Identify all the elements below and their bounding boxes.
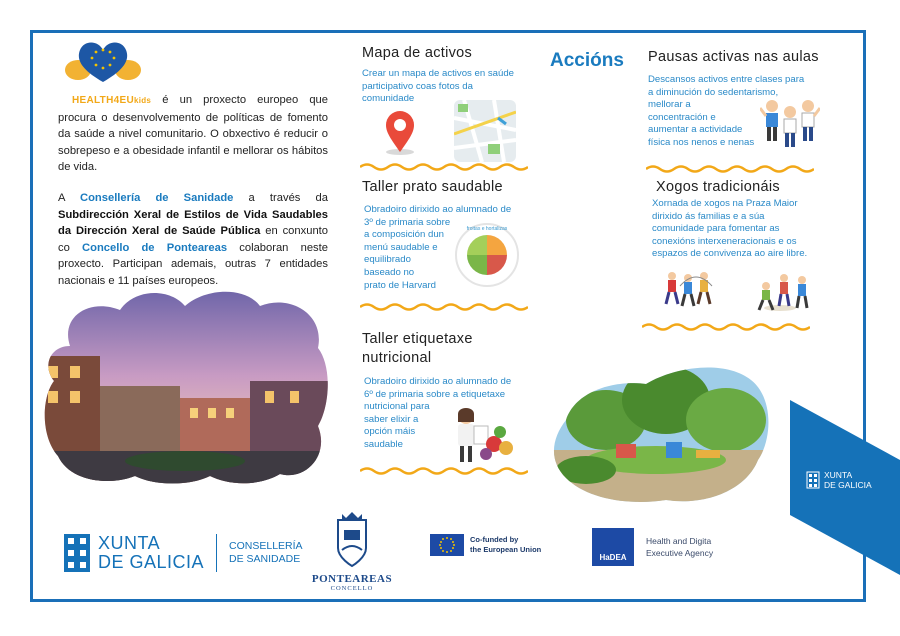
xunta-line2: DE GALICIA	[98, 552, 205, 572]
xunta-shield-icon	[64, 534, 90, 572]
xunta-consellaria-logo	[64, 534, 303, 572]
section-text-prato: Obradoiro dirixido ao alumnado de 3º de primaria sobre a composición dun menú saudable e equilibrado baseado no prato de Harvard	[364, 204, 512, 291]
town-square-photo	[40, 286, 330, 486]
eu-line2: the European Union	[470, 545, 542, 554]
eu-line1: Co-funded by	[470, 535, 519, 544]
intro-paragraph-2: A Consellería de Sanidade a través da Subdirección Xeral de Estilos de Vida Saudables da Dirección Xeral de Saúde Pública en conxunto co Concello de Ponteareas colaboran neste proxecto. Participan ademais, outras 7 entidades nacionais e 11 países europeos.	[58, 192, 328, 287]
map-pin-icon	[380, 110, 420, 158]
concello-label: CONCELLO	[330, 585, 374, 592]
intro-text-1: é un proxecto europeo que procura o desenvolvemento de políticas de fomento da saúde a nivel comunitario. O obxectivo é reducir o sobrepeso e a obesidade infantil e mellorar os hábitos de vida.	[58, 94, 328, 173]
galicia-shield-icon	[806, 471, 820, 489]
consellaria-link: Consellería de Sanidade	[80, 192, 234, 204]
wave-divider-3	[360, 466, 528, 476]
section-title-pausas: Pausas activas nas aulas	[648, 49, 819, 65]
park-photo	[546, 360, 776, 506]
section-text-pausas: Descansos activos entre clases para a diminución do sedentarismo, mellorar a concentración e aumentar a actividade física nos nenos e nenas	[648, 74, 805, 148]
hadea-box-label: HaDEA	[599, 553, 627, 562]
consellaria-line1: CONSELLERÍA	[229, 540, 303, 552]
eu-cofunded-logo	[430, 534, 541, 556]
consellaria-line2: DE SANIDADE	[229, 553, 301, 565]
concello-link: Concello de Ponteareas	[82, 241, 228, 254]
ponteareas-name: PONTEAREAS	[311, 573, 393, 585]
street-map-icon	[454, 100, 516, 162]
section-title-xogos: Xogos tradicionáis	[656, 179, 780, 195]
wave-divider-5	[642, 322, 810, 332]
corner-xunta-logo	[806, 470, 872, 490]
section-text-mapa: Crear un mapa de activos en saúde participativo coas fotos da comunidade	[362, 68, 514, 105]
heart-logo-icon	[64, 38, 142, 84]
project-brand: HEALTH4EU	[72, 95, 134, 106]
xunta-line1: XUNTA	[98, 533, 161, 553]
healthy-plate-icon	[454, 222, 520, 288]
wave-divider-2	[360, 302, 528, 312]
wave-divider-4	[646, 164, 814, 174]
plate-ring-label: froitas e hortalizas	[466, 226, 508, 232]
ponteareas-crest-icon	[330, 510, 374, 568]
eu-flag-icon	[430, 534, 464, 556]
section-title-mapa: Mapa de activos	[362, 45, 473, 61]
section-title-etiquetaxe: Taller etiquetaxe nutricional	[362, 331, 473, 366]
kids-playing-icon	[662, 270, 820, 314]
project-brand-suffix: kids	[133, 96, 152, 105]
section-text-etiquetaxe: Obradoiro dirixido ao alumnado de 6º de primaria sobre a etiquetaxe nutricional para saber elixir a opción máis saudable	[364, 376, 512, 450]
section-text-xogos: Xornada de xogos na Praza Maior dirixido ás familias e a súa comunidade para fomentar as conexións interxeneracionais e os espazos de convivenza ao aire libre.	[652, 198, 808, 260]
corner-xunta-line1: XUNTA	[824, 470, 853, 480]
hadea-line2: Executive Agency	[646, 548, 714, 558]
intro-paragraph-1	[58, 92, 328, 176]
wave-divider-1	[360, 162, 528, 172]
corner-xunta-line2: DE GALICIA	[824, 480, 872, 490]
hadea-box	[592, 528, 634, 566]
girl-with-food-icon	[448, 402, 518, 464]
hadea-line1: Health and Digita	[646, 536, 712, 546]
active-kids-icon	[760, 96, 820, 152]
ponteareas-logo	[310, 510, 394, 592]
hadea-logo	[592, 528, 713, 566]
subdireccion-name: Subdirección Xeral de Estilos de Vida Saudables da Dirección Xeral de Saúde Pública	[58, 208, 328, 237]
section-title-prato: Taller prato saudable	[362, 179, 503, 195]
actions-heading: Accións	[550, 50, 624, 71]
